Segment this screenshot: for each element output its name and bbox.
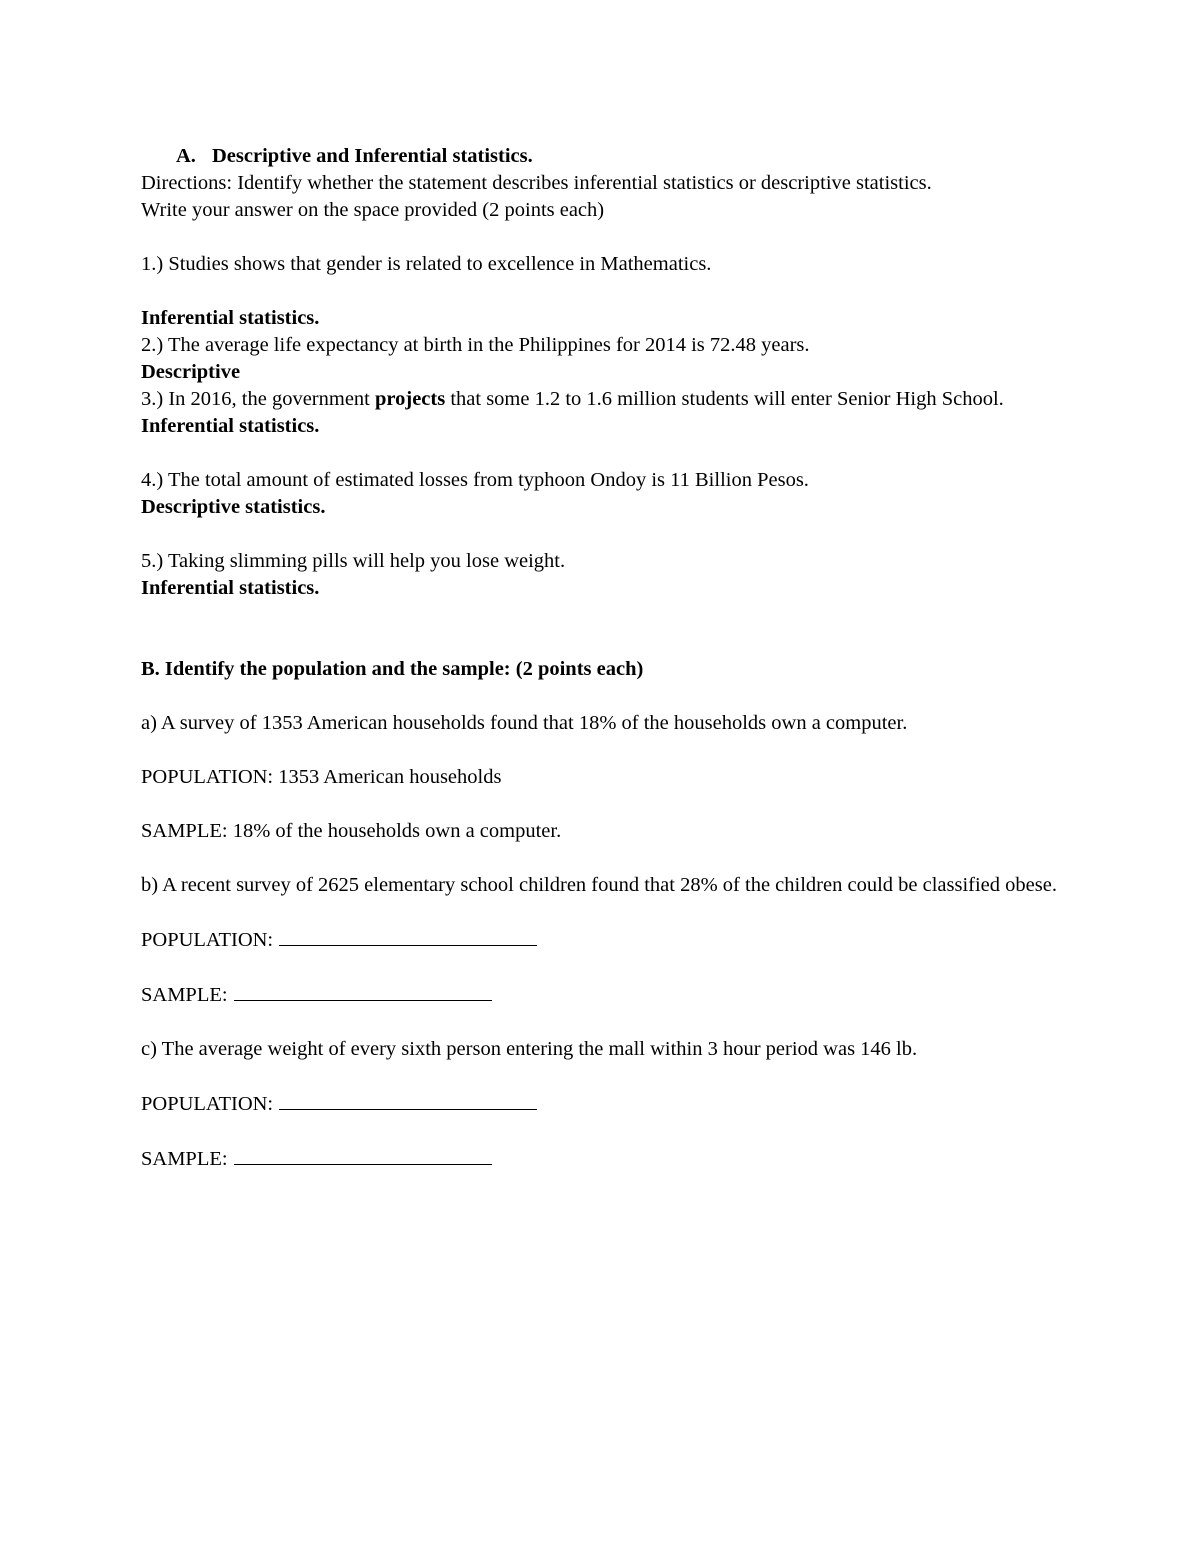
item-b-sample-blank[interactable] (234, 981, 492, 1001)
question-4 (141, 467, 1081, 494)
question-5 (141, 548, 1081, 575)
directions-line-1: Directions: Identify whether the statement describes inferential statistics or descriptive statistics. (141, 172, 932, 194)
section-a-title: Descriptive and Inferential statistics. (212, 145, 533, 167)
question-5-number: 5.) (141, 550, 164, 572)
answer-2: Descriptive (141, 361, 241, 383)
item-b-population-label: POPULATION: (141, 929, 274, 951)
item-c-sample (141, 1145, 1081, 1173)
question-4-text: The total amount of estimated losses from typhoon Ondoy is 11 Billion Pesos. (167, 469, 809, 491)
answer-1: Inferential statistics. (141, 307, 320, 329)
question-3-text-before: In 2016, the government (168, 388, 375, 410)
question-1 (141, 251, 1081, 278)
section-a-letter: A. (176, 145, 196, 167)
item-a-sample (141, 818, 1081, 845)
answer-4: Descriptive statistics. (141, 496, 326, 518)
item-a-text: a) A survey of 1353 American households found that 18% of the households own a computer. (141, 712, 908, 734)
item-a-population (141, 764, 1081, 791)
question-3-number: 3.) (141, 388, 164, 410)
item-b-text: b) A recent survey of 2625 elementary school children found that 28% of the children could be classified obese. (141, 874, 1057, 896)
item-b-sample-label: SAMPLE: (141, 984, 228, 1006)
item-c-text: c) The average weight of every sixth person entering the mall within 3 hour period was 146 lb. (141, 1038, 918, 1060)
section-b-heading: B. Identify the population and the sample: (2 points each) (141, 658, 644, 680)
question-3 (141, 386, 1081, 413)
item-b-population-blank[interactable] (279, 926, 537, 946)
question-2-number: 2.) (141, 334, 164, 356)
item-a-population-answer: 1353 American households (278, 766, 502, 788)
directions-line-2: Write your answer on the space provided (2 points each) (141, 199, 605, 221)
item-b-sample (141, 981, 1081, 1009)
item-b-population (141, 926, 1081, 954)
item-a-sample-label: SAMPLE: (141, 820, 228, 842)
item-c-population (141, 1090, 1081, 1118)
item-c-sample-blank[interactable] (234, 1145, 492, 1165)
item-c-population-blank[interactable] (279, 1090, 537, 1110)
question-1-number: 1.) (141, 253, 164, 275)
item-a-population-label: POPULATION: (141, 766, 274, 788)
item-c-population-label: POPULATION: (141, 1093, 274, 1115)
question-2-text: The average life expectancy at birth in the Philippines for 2014 is 72.48 years. (167, 334, 810, 356)
answer-5: Inferential statistics. (141, 577, 320, 599)
item-a-sample-answer: 18% of the households own a computer. (232, 820, 562, 842)
question-2 (141, 332, 1081, 359)
question-3-text-after: that some 1.2 to 1.6 million students will enter Senior High School. (445, 388, 1004, 410)
question-1-text: Studies shows that gender is related to excellence in Mathematics. (168, 253, 712, 275)
question-5-text: Taking slimming pills will help you lose weight. (167, 550, 566, 572)
answer-3: Inferential statistics. (141, 415, 320, 437)
question-4-number: 4.) (141, 469, 164, 491)
question-3-bold-word: projects (375, 388, 446, 410)
section-a-heading (141, 143, 1081, 170)
item-c-sample-label: SAMPLE: (141, 1148, 228, 1170)
worksheet-page (141, 143, 1081, 1173)
